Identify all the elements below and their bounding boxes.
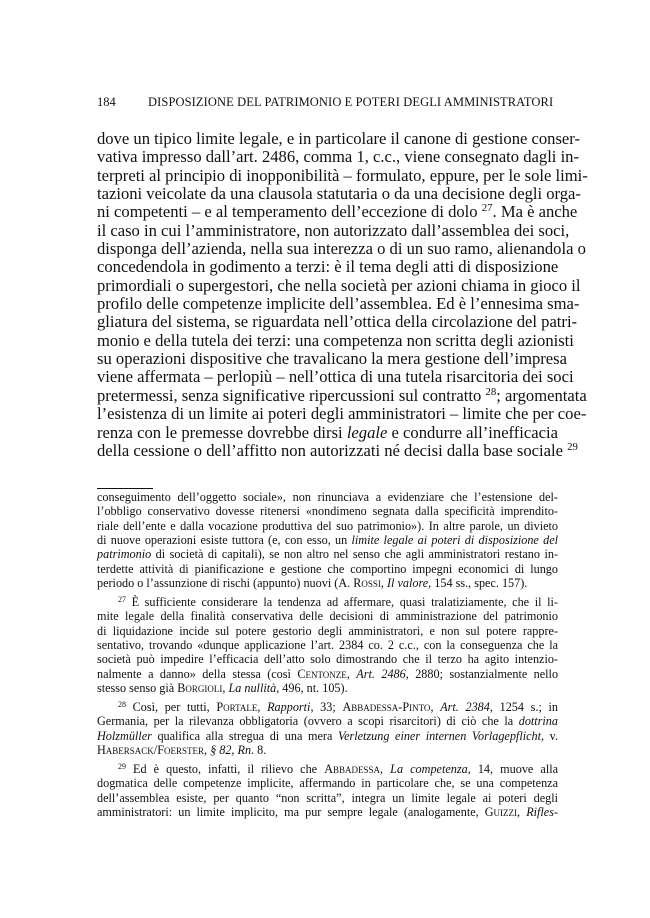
- author-name: Abbadessa-Pinto: [342, 700, 431, 714]
- text-run: ,: [380, 576, 387, 591]
- text-run: pretermessi, senza significative ripercussioni sul contratto: [97, 385, 486, 405]
- text-run: , 14, muove alla: [467, 761, 559, 776]
- text-line: [97, 776, 558, 790]
- text-run: ,: [222, 681, 229, 696]
- text-line: [97, 424, 558, 442]
- footnote: [97, 490, 558, 590]
- text-run: primordiali o supergestori, che nella società per azioni chiama in gioco il: [97, 275, 581, 295]
- text-run: società può impedire l’efficacia dell’atto solo dimostrando che il terzo ha agito intenzio-: [97, 652, 558, 667]
- author-name: Centonze: [297, 666, 347, 681]
- text-run: amministratori: un limite implicito, ma pur sempre legale (analogamente,: [97, 805, 485, 819]
- text-run: , 496, nt. 105).: [276, 681, 348, 696]
- text-line: [97, 700, 558, 714]
- text-run: concedendola in godimento a terzi: è il tema degli atti di disposizione: [97, 257, 559, 277]
- text-run: tazioni veicolate da una clausola statutaria o da una decisione degli orga-: [97, 184, 581, 204]
- running-title: DISPOSIZIONE DEL PATRIMONIO E POTERI DEGLI AMMINISTRATORI: [148, 95, 554, 109]
- text-line: [97, 533, 558, 547]
- text-line: [97, 404, 587, 424]
- text-run: profilo delle competenze implicite dell’assemblea. Ed è l’ennesima sma-: [97, 294, 580, 314]
- text-run: e condurre all’inefficacia: [387, 422, 558, 442]
- italic-text: § 82: [210, 743, 232, 758]
- text-line: [97, 762, 558, 776]
- text-line: [97, 239, 586, 259]
- text-line: [97, 667, 558, 681]
- footnote-ref: 28: [118, 699, 126, 709]
- italic-text: patrimonio: [97, 547, 152, 562]
- italic-text: Rapporti: [267, 700, 311, 714]
- text-run: ,: [257, 700, 268, 714]
- text-run: ,: [231, 743, 238, 758]
- text-run: , 1254 s.; in: [489, 700, 559, 714]
- text-run: Ed è questo, infatti, il rilievo che: [125, 761, 325, 776]
- text-run: ,: [430, 700, 441, 714]
- text-line: [97, 330, 574, 350]
- text-run: . 8.: [251, 743, 267, 758]
- text-line: [97, 312, 578, 332]
- italic-text: Rn: [237, 743, 252, 758]
- author-name: Habersack/Foerster: [97, 743, 204, 758]
- text-run: , 2880; sostanzialmente nello: [405, 666, 559, 681]
- footnote-ref: 28: [485, 385, 497, 398]
- text-run: , v.: [540, 728, 558, 743]
- text-line: [97, 220, 570, 240]
- footnote: [97, 595, 558, 695]
- italic-text: dottrina: [518, 714, 558, 729]
- text-run: viene affermata – perlopiù – nell’ottica di una tutela risarcitoria dei soci: [97, 367, 574, 387]
- text-run: vativa impresso dall’art. 2486, comma 1, c.c., viene consegnato dagli in-: [97, 147, 579, 167]
- text-run: dell’assemblea esiste, per quanto “non scritta”, integra un limite legale ai poteri degli: [97, 790, 558, 805]
- text-line: [97, 595, 558, 609]
- text-run: ,: [380, 761, 391, 776]
- italic-text: Holzmüller: [97, 728, 152, 743]
- text-line: [97, 714, 558, 728]
- italic-text: legale: [346, 422, 388, 442]
- text-run: dogmatica delle competenze implicite, affermando in particolare che, se una competenza: [97, 776, 558, 791]
- text-run: di società di capitali), se non altro nel senso che agli amministratori restano in-: [151, 547, 558, 562]
- footnote-ref: 29: [118, 761, 126, 771]
- footnote-ref: 27: [481, 202, 493, 215]
- text-run: terpreti al principio di inopponibilità – formulato, eppure, per le sole limi-: [97, 165, 588, 185]
- text-line: [97, 258, 558, 276]
- text-line: [97, 652, 558, 666]
- text-run: Germania, per la rilevanza obbligatoria (ovvero a scopi risarcitori) di ciò che la: [97, 714, 519, 729]
- footnote-ref: 27: [118, 594, 126, 604]
- text-line: [97, 547, 558, 561]
- text-line: [97, 349, 567, 369]
- text-run: nalmente a danno» della stessa (così: [97, 666, 298, 681]
- text-run: dove un tipico limite legale, e in particolare il canone di gestione conser-: [97, 129, 581, 148]
- text-line: [97, 562, 558, 576]
- text-line: [97, 184, 581, 204]
- text-line: [97, 504, 558, 518]
- text-line: [97, 576, 558, 590]
- italic-text: Rifles-: [526, 805, 559, 819]
- text-line: [97, 385, 587, 405]
- text-run: , 154 ss., spec. 157).: [428, 576, 528, 591]
- text-run: disponga dell’azienda, nella sua interezza o di un suo ramo, alienandola o: [97, 239, 586, 259]
- text-run: il caso in cui l’amministratore, non autorizzato dall’assemblea dei soci,: [97, 220, 570, 240]
- italic-text: Verletzung einer internen Vorlagepflicht: [337, 728, 541, 743]
- italic-text: Art. 2384: [440, 700, 490, 714]
- text-run: ni competenti – e al temperamento dell’eccezione di dolo: [97, 202, 482, 222]
- text-run: , 33;: [310, 700, 343, 714]
- text-line: [97, 681, 558, 695]
- text-run: l’esistenza di un limite ai poteri degli amministratori – limite che per coe-: [97, 404, 587, 424]
- text-run: È sufficiente considerare la tendenza ad affermare, quasi tralatiziamente, che il li-: [125, 595, 558, 609]
- italic-text: La competenza: [390, 761, 468, 776]
- text-run: riale dell’ente e dalla vocazione produttiva del suo patrimonio»). In altre parole, un divieto: [97, 518, 558, 533]
- text-run: l’obbligo conservativo dovesse ritenersi «nondimeno segnata dalla specificità imprendito-: [97, 504, 558, 519]
- italic-text: Art. 2486: [356, 666, 406, 681]
- author-name: Abbadessa: [324, 761, 381, 776]
- text-line: [97, 805, 558, 819]
- text-run: Così, per tutti,: [125, 700, 217, 714]
- text-line: [97, 275, 581, 295]
- text-line: [97, 791, 558, 805]
- author-name: Guizzi: [484, 805, 518, 819]
- text-run: della cessione o dell’affitto non autorizzati né decisi dalla base sociale: [97, 440, 568, 460]
- text-run: conseguimento dell’oggetto sociale», non rinunciava a evidenziare che l’estensione del-: [97, 490, 558, 504]
- text-line: [97, 147, 579, 167]
- text-line: [97, 519, 558, 533]
- text-run: ,: [203, 743, 211, 758]
- author-name: Borgioli: [177, 681, 223, 696]
- text-run: gliatura del sistema, se riguardata nell’ottica della circolazione del patri-: [97, 312, 578, 332]
- text-run: terdette attività di pianificazione e gestione che comportino impegni economici di lungo: [97, 561, 558, 576]
- italic-text: limite legale ai poteri di disposizione del: [351, 533, 558, 548]
- text-line: [97, 294, 580, 314]
- text-run: ,: [346, 666, 357, 681]
- text-line: [97, 440, 578, 460]
- author-name: Rossi: [353, 576, 381, 591]
- italic-text: Il valore: [386, 576, 429, 591]
- text-run: stesso senso già: [97, 681, 178, 696]
- text-run: periodo o l’assunzione di rischi (appunto) nuovi (A.: [97, 576, 354, 591]
- text-run: sentativo, trovando «dunque applicazione l’art. 2384 co. 2 c.c., con la conseguenza che la: [97, 638, 558, 653]
- text-run: ,: [517, 805, 527, 819]
- text-line: [97, 624, 558, 638]
- author-name: Portale: [216, 700, 258, 714]
- text-line: [97, 165, 588, 185]
- text-run: ; argomentata: [496, 385, 587, 405]
- text-line: [97, 490, 558, 504]
- text-line: [97, 367, 574, 387]
- text-line: [97, 729, 558, 743]
- footnote: [97, 762, 558, 819]
- text-line: [97, 638, 558, 652]
- text-run: qualifica alla stregua di una mera: [151, 728, 338, 743]
- text-run: su operazioni dispositive che travalicano la mera gestione dell’impresa: [97, 349, 567, 369]
- footnote: [97, 700, 558, 757]
- text-run: di nuove operazioni esiste tuttora (e, con esso, un: [97, 533, 352, 548]
- italic-text: La nullità: [228, 681, 277, 696]
- text-run: mite legale della finalità conservativa delle decisioni di amministrazione del patrimonio: [97, 609, 558, 624]
- text-line: [97, 609, 558, 623]
- text-run: monio e della tutela dei terzi: una competenza non scritta degli azionisti: [97, 330, 574, 350]
- text-line: [97, 202, 578, 222]
- text-run: di liquidazione incide sul potere gestorio degli amministratori, e non sul potere rappre-: [97, 623, 558, 638]
- footnotes: [97, 490, 558, 824]
- text-line: [97, 129, 581, 148]
- text-run: renza con le premesse dovrebbe dirsi: [97, 422, 347, 442]
- body-text: [97, 129, 588, 460]
- text-run: . Ma è anche: [492, 202, 578, 222]
- page-number: 184: [97, 95, 116, 109]
- footnote-ref: 29: [567, 440, 578, 453]
- footnote-separator: [97, 488, 153, 489]
- text-line: [97, 743, 558, 757]
